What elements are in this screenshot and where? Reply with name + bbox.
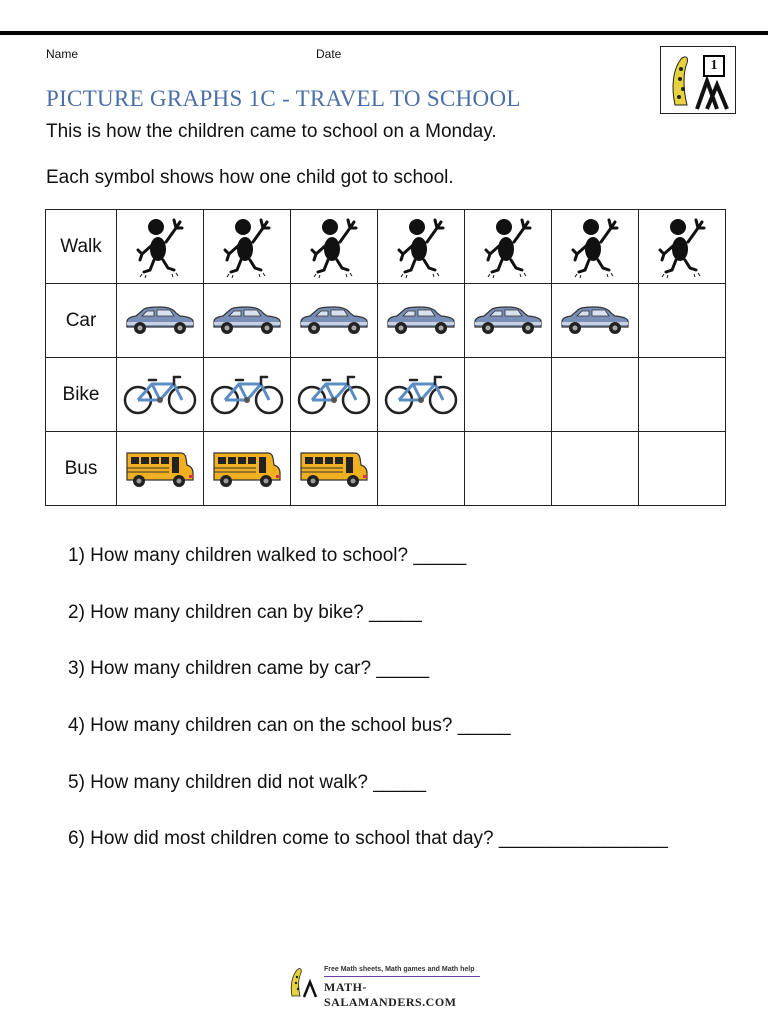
- pictograph-empty-cell: [552, 358, 639, 432]
- pictograph-empty-cell: [465, 432, 552, 506]
- pictograph-cell: [117, 432, 204, 506]
- pictograph-cell: [465, 210, 552, 284]
- walking-person-icon: [552, 216, 638, 278]
- salamander-footer-icon: [286, 964, 320, 998]
- car-icon: [204, 305, 290, 337]
- footer-site: MATH-SALAMANDERS.COM: [324, 980, 457, 1009]
- car-icon: [291, 305, 377, 337]
- bicycle-icon: [378, 374, 464, 416]
- pictograph-cell: [639, 210, 726, 284]
- footer-divider: [324, 976, 480, 977]
- bicycle-icon: [291, 374, 377, 416]
- row-label: Walk: [46, 210, 117, 284]
- pictograph-empty-cell: [639, 358, 726, 432]
- walking-person-icon: [291, 216, 377, 278]
- pictograph-cell: [378, 210, 465, 284]
- school-bus-icon: [291, 449, 377, 489]
- pictograph-cell: [117, 284, 204, 358]
- question-2: 2) How many children can by bike? _____: [68, 601, 422, 623]
- question-4: 4) How many children can on the school bus? _____: [68, 715, 511, 737]
- pictograph-empty-cell: [552, 432, 639, 506]
- walking-person-icon: [117, 216, 203, 278]
- top-rule: [0, 31, 768, 35]
- row-label: Bus: [46, 432, 117, 506]
- pictograph-cell: [204, 284, 291, 358]
- intro-line-1: This is how the children came to school on a Monday.: [46, 121, 497, 142]
- pictograph-cell: [117, 358, 204, 432]
- car-icon: [465, 305, 551, 337]
- pictograph-empty-cell: [465, 358, 552, 432]
- page-title: PICTURE GRAPHS 1C - TRAVEL TO SCHOOL: [46, 86, 521, 111]
- pictograph-table: [45, 209, 726, 506]
- question-6: 6) How did most children come to school that day? ________________: [68, 828, 668, 850]
- pictograph-cell: [291, 210, 378, 284]
- pictograph-cell: [378, 284, 465, 358]
- pictograph-cell: [204, 210, 291, 284]
- car-icon: [117, 305, 203, 337]
- pictograph-empty-cell: [378, 432, 465, 506]
- pictograph-cell: [552, 210, 639, 284]
- footer-logo: [286, 963, 482, 1009]
- walking-person-icon: [639, 216, 725, 278]
- pictograph-cell: [291, 284, 378, 358]
- walking-person-icon: [204, 216, 290, 278]
- pictograph-cell: [204, 432, 291, 506]
- question-3: 3) How many children came by car? _____: [68, 658, 430, 680]
- pictograph-row-bus: [46, 432, 726, 506]
- pictograph-row-bike: [46, 358, 726, 432]
- school-bus-icon: [117, 449, 203, 489]
- walking-person-icon: [378, 216, 464, 278]
- bicycle-icon: [204, 374, 290, 416]
- pictograph-cell: [465, 284, 552, 358]
- pictograph-cell: [291, 358, 378, 432]
- school-bus-icon: [204, 449, 290, 489]
- pictograph-cell: [204, 358, 291, 432]
- row-label: Bike: [46, 358, 117, 432]
- question-1: 1) How many children walked to school? _____: [68, 545, 467, 566]
- pictograph-empty-cell: [639, 284, 726, 358]
- pictograph-row-walk: [46, 210, 726, 284]
- car-icon: [378, 305, 464, 337]
- intro-line-2: Each symbol shows how one child got to school.: [46, 167, 454, 188]
- walking-person-icon: [465, 216, 551, 278]
- grade-badge: 1: [703, 55, 725, 77]
- car-icon: [552, 305, 638, 337]
- row-label: Car: [46, 284, 117, 358]
- pictograph-cell: [117, 210, 204, 284]
- salamander-logo: [660, 46, 736, 114]
- pictograph-cell: [291, 432, 378, 506]
- question-list: [68, 545, 668, 885]
- pictograph-cell: [378, 358, 465, 432]
- question-5: 5) How many children did not walk? _____: [68, 771, 427, 793]
- bicycle-icon: [117, 374, 203, 416]
- pictograph-row-car: [46, 284, 726, 358]
- name-label: Name: [46, 47, 79, 61]
- date-label: Date: [316, 47, 342, 61]
- pictograph-empty-cell: [639, 432, 726, 506]
- footer-tagline: Free Math sheets, Math games and Math help: [324, 966, 475, 973]
- pictograph-cell: [552, 284, 639, 358]
